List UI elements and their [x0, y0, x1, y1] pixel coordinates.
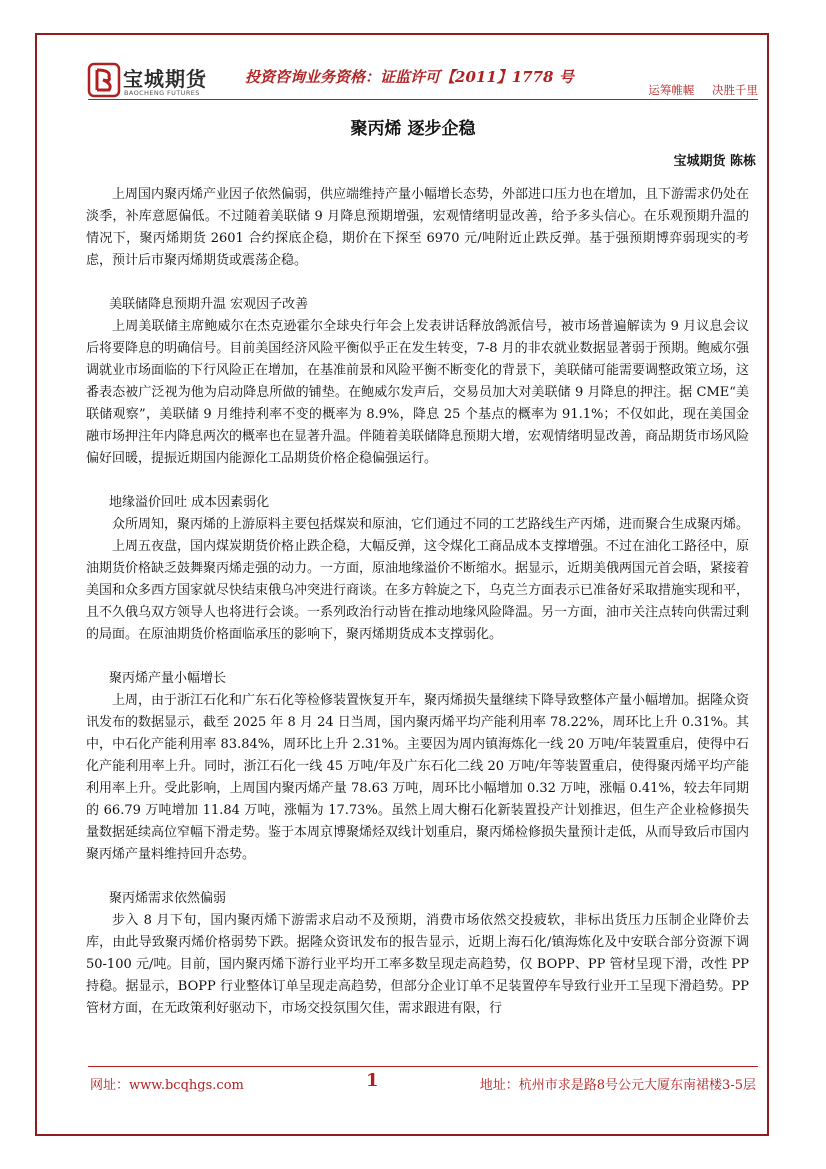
website-link[interactable]: www.bcqhgs.com [129, 1078, 244, 1093]
section-heading: 聚丙烯需求依然偏弱 [109, 891, 227, 906]
article-body [86, 184, 749, 1020]
paragraph: 上周五夜盘，国内煤炭期货价格止跌企稳，大幅反弹，这令煤化工商品成本支撑增强。不过在油化工路径中，原油期货价格缺乏鼓舞聚丙烯走强的动力。一方面，原油地缘溢价不断缩水。据显示，近期美俄两国元首会晤，紧接着美国和众多西方国家就尽快结束俄乌冲突进行商谈。在多方斡旋之下，乌克兰方面表示已准备好采取措施实现和平，且不久俄乌双方领导人也将进行会谈。一系列政治行动皆在推动地缘风险降温。另一方面，油市关注点转向供需过剩的局面。在原油期货价格面临承压的影响下，聚丙烯期货成本支撑弱化。 [86, 539, 750, 642]
article-title: 聚丙烯 逐步企稳 [350, 119, 476, 139]
section-heading: 地缘溢价回吐 成本因素弱化 [109, 495, 270, 510]
section-supply [86, 668, 749, 866]
paragraph: 步入 8 月下旬，国内聚丙烯下游需求启动不及预期，消费市场依然交投疲软，非标出货压力压制企业降价去库，由此导致聚丙烯价格弱势下跌。据隆众资讯发布的报告显示，近期上海石化/镇海炼化及中安联合部分资源下调 50-100 元/吨。目前，国内聚丙烯下游行业平均开工率多数呈现走高趋势，仅 BOPP、PP 管材呈现下滑，改性 PP 持稳。据显示，BOPP 行业整体订单呈现走高趋势，但部分企业订单不足装置停车导致行业开工呈现下滑趋势。PP 管材方面，在无政策利好驱动下，市场交投氛围欠佳，需求跟进有限，行 [86, 913, 749, 1016]
section-fed [86, 294, 749, 470]
motto: 运筹帷幄 决胜千里 [648, 83, 758, 97]
paragraph: 上周，由于浙江石化和广东石化等检修装置恢复开车，聚丙烯损失量继续下降导致整体产量小幅增加。据隆众资讯发布的数据显示，截至 2025 年 8 月 24 日当周，国内聚丙烯平均产能利用率 78.22%，周环比上升 0.31%。其中，中石化产能利用率 83.84%，周环比上升 2.31%。主要因为周内镇海炼化一线 20 万吨/年装置重启，使得中石化产能利用率上升。同时，浙江石化一线 45 万吨/年及广东石化二线 20 万吨/年等装置重启，使得聚丙烯平均产能利用率上升。受此影响，上周国内聚丙烯产量 78.63 万吨，周环比小幅增加 0.32 万吨，涨幅 0.41%，较去年同期的 66.79 万吨增加 11.84 万吨，涨幅为 17.73%。虽然上周大榭石化新装置投产计划推迟，但生产企业检修损失量数据延续高位窄幅下滑走势。鉴于本周京博聚烯烃双线计划重启，聚丙烯检修损失量预计走低，从而导致后市国内聚丙烯产量料维持回升态势。 [86, 693, 750, 862]
logo-name-en: BAOCHENG FUTURES [124, 89, 200, 97]
section-heading: 美联储降息预期升温 宏观因子改善 [109, 297, 309, 312]
section-intro [86, 184, 749, 272]
website-label: 网址： [90, 1078, 130, 1093]
paragraph: 上周国内聚丙烯产业因子依然偏弱，供应端维持产量小幅增长态势，外部进口压力也在增加，且下游需求仍处在淡季，补库意愿偏低。不过随着美联储 9 月降息预期增强，宏观情绪明显改善，给予多头信心。在乐观预期升温的情况下，聚丙烯期货 2601 合约探底企稳，期价在下探至 6970 元/吨附近止跌反弹。基于强预期博弈弱现实的考虑，预计后市聚丙烯期货或震荡企稳。 [86, 187, 750, 268]
paragraph: 众所周知，聚丙烯的上游原料主要包括煤炭和原油，它们通过不同的工艺路线生产丙烯，进而聚合生成聚丙烯。 [112, 517, 750, 532]
qualification-line: 投资咨询业务资格：证监许可【2011】1778 号 [245, 68, 574, 86]
logo-mark-icon [87, 62, 121, 98]
footer-rule [88, 1066, 758, 1067]
address-label: 地址： [479, 1078, 519, 1093]
section-demand [86, 888, 749, 1020]
section-geopolitics [86, 492, 749, 646]
paragraph: 上周美联储主席鲍威尔在杰克逊霍尔全球央行年会上发表讲话释放鸽派信号，被市场普遍解读为 9 月议息会议后将要降息的明确信号。目前美国经济风险平衡似乎正在发生转变，7-8 月的非农就业数据显著弱于预期。鲍威尔强调就业市场面临的下行风险正在增加，在基准前景和风险平衡不断变化的背景下，美联储可能需要调整政策立场，这番表态被广泛视为他为启动降息所做的铺垫。在鲍威尔发声后，交易员加大对美联储 9 月降息的押注。据 CME“美联储观察”，美联储 9 月维持利率不变的概率为 8.9%，降息 25 个基点的概率为 91.1%；不仅如此，现在美国金融市场押注年内降息两次的概率也在显著升温。伴随着美联储降息预期大增，宏观情绪明显改善，商品期货市场风险偏好回暖，提振近期国内能源化工品期货价格企稳偏强运行。 [86, 319, 750, 466]
logo-name-cn: 宝城期货 [123, 67, 207, 91]
page-number: 1 [366, 1070, 379, 1091]
company-logo [87, 62, 205, 102]
section-heading: 聚丙烯产量小幅增长 [109, 671, 227, 686]
footer-address [480, 1074, 756, 1093]
article-author: 宝城期货 陈栋 [673, 154, 756, 169]
footer-website [90, 1074, 244, 1093]
address-text: 杭州市求是路8号公元大厦东南裙楼3-5层 [518, 1078, 756, 1093]
header-rule [88, 99, 758, 100]
